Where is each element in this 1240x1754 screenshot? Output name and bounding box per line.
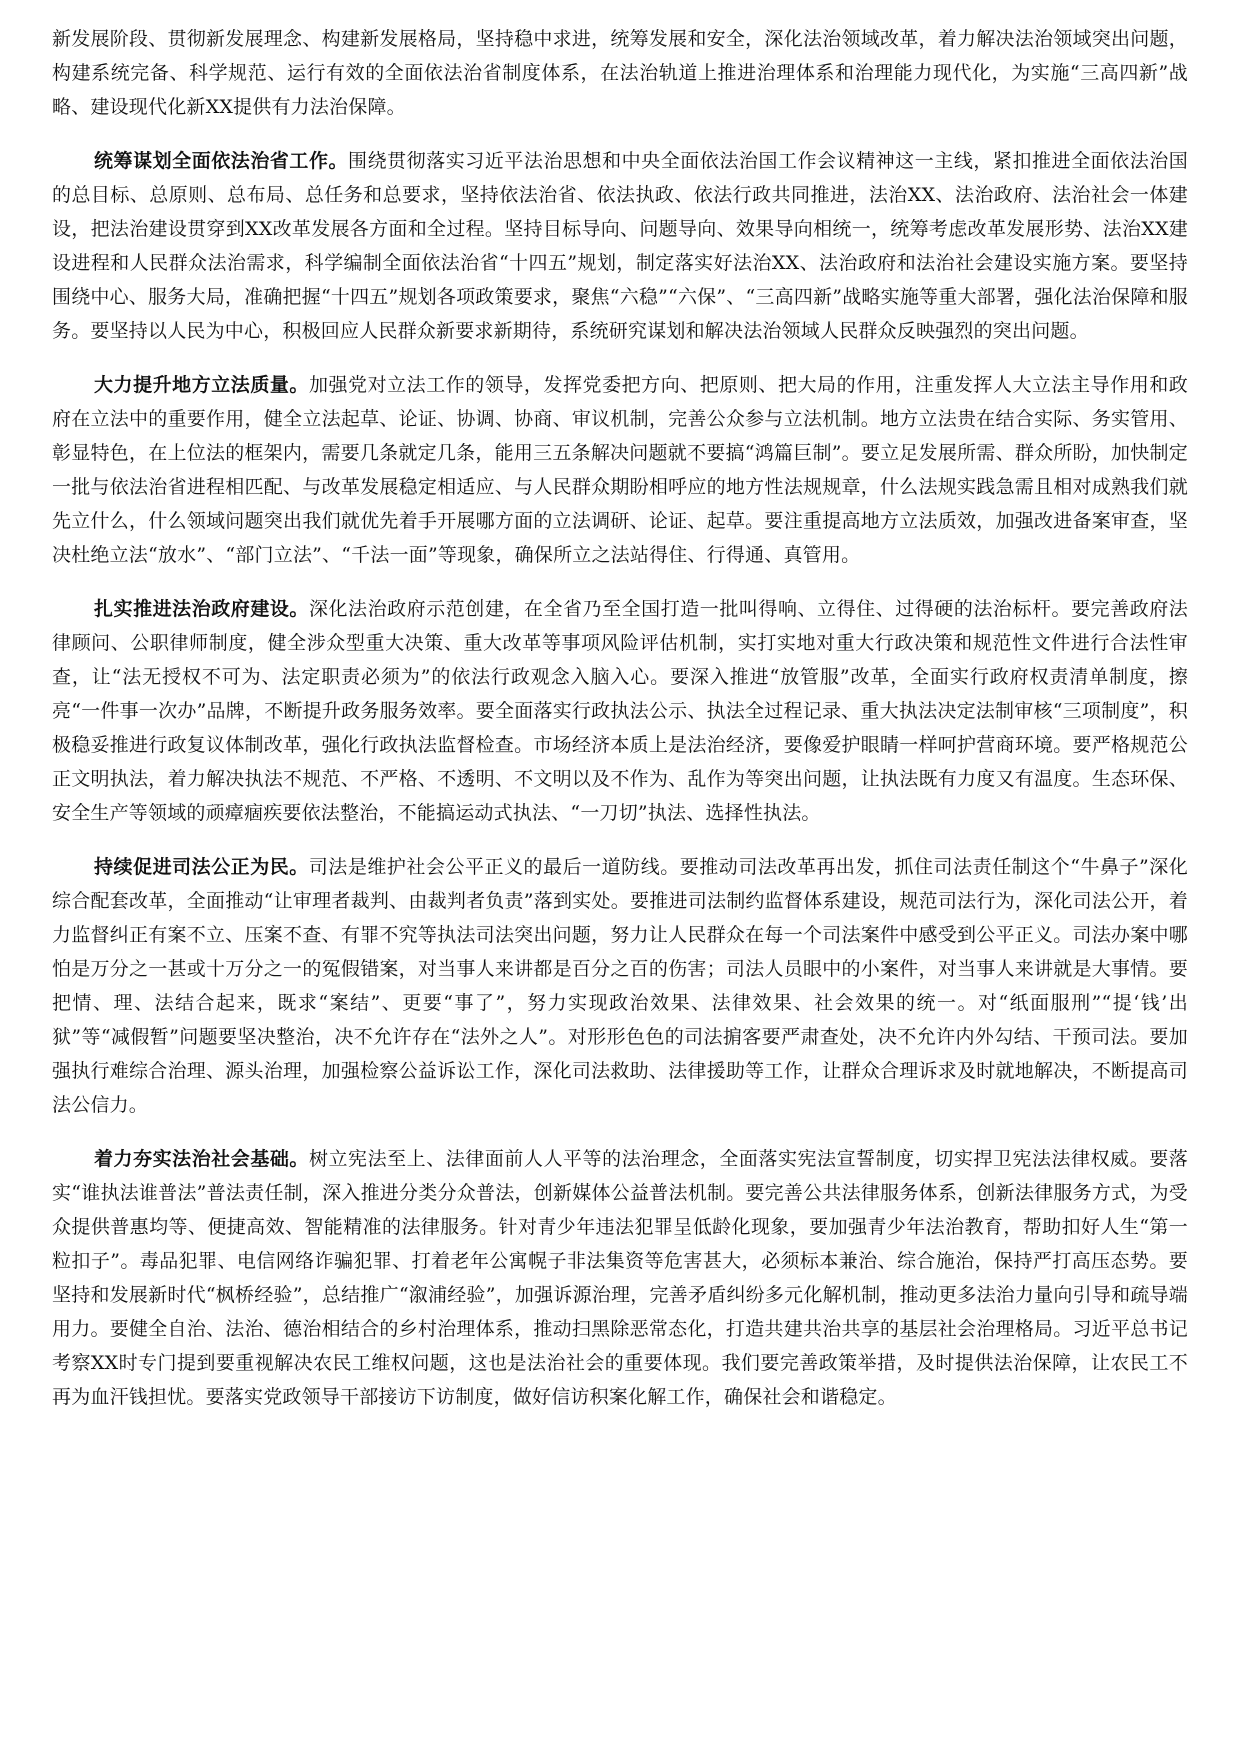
paragraph-overall-planning — [52, 144, 1188, 348]
paragraph-law-based-government — [52, 592, 1188, 830]
paragraph-text: 新发展阶段、贯彻新发展理念、构建新发展格局，坚持稳中求进，统筹发展和安全，深化法治领域改革，着力解决法治领域突出问题，构建系统完备、科学规范、运行有效的全面依法治省制度体系，在法治轨道上推进治理体系和治理能力现代化，为实施“三高四新”战略、建设现代化新XX提供有力法治保障。 — [52, 28, 1188, 118]
paragraph-lead-heading: 大力提升地方立法质量。 — [94, 374, 309, 396]
paragraph-lead-heading: 着力夯实法治社会基础。 — [94, 1148, 309, 1170]
paragraph-judicial-justice — [52, 850, 1188, 1122]
paragraph-lead-heading: 持续促进司法公正为民。 — [94, 856, 309, 878]
paragraph-text: 围绕贯彻落实习近平法治思想和中央全面依法治国工作会议精神这一主线，紧扣推进全面依法治国的总目标、总原则、总布局、总任务和总要求，坚持依法治省、依法执政、依法行政共同推进，法治XX、法治政府、法治社会一体建设，把法治建设贯穿到XX改革发展各方面和全过程。坚持目标导向、问题导向、效果导向相统一，统筹考虑改革发展形势、法治XX建设进程和人民群众法治需求，科学编制全面依法治省“十四五”规划，制定落实好法治XX、法治政府和法治社会建设实施方案。要坚持围绕中心、服务大局，准确把握“十四五”规划各项政策要求，聚焦“六稳”“六保”、“三高四新”战略实施等重大部署，强化法治保障和服务。要坚持以人民为中心，积极回应人民群众新要求新期待，系统研究谋划和解决法治领域人民群众反映强烈的突出问题。 — [52, 150, 1188, 342]
paragraph-text: 司法是维护社会公平正义的最后一道防线。要推动司法改革再出发，抓住司法责任制这个“牛鼻子”深化综合配套改革，全面推动“让审理者裁判、由裁判者负责”落到实处。要推进司法制约监督体系建设，规范司法行为，深化司法公开，着力监督纠正有案不立、压案不查、有罪不究等执法司法突出问题，努力让人民群众在每一个司法案件中感受到公平正义。司法办案中哪怕是万分之一甚或十万分之一的冤假错案，对当事人来讲都是百分之百的伤害；司法人员眼中的小案件，对当事人来讲就是大事情。要把情、理、法结合起来，既求“案结”、更要“事了”，努力实现政治效果、法律效果、社会效果的统一。对“纸面服刑”“提‘钱’出狱”等“减假暂”问题要坚决整治，决不允许存在“法外之人”。对形形色色的司法掮客要严肃查处，决不允许内外勾结、干预司法。要加强执行难综合治理、源头治理，加强检察公益诉讼工作，深化司法救助、法律援助等工作，让群众合理诉求及时就地解决，不断提高司法公信力。 — [52, 856, 1189, 1116]
paragraph-text: 深化法治政府示范创建，在全省乃至全国打造一批叫得响、立得住、过得硬的法治标杆。要完善政府法律顾问、公职律师制度，健全涉众型重大决策、重大改革等事项风险评估机制，实打实地对重大行政决策和规范性文件进行合法性审查，让“法无授权不可为、法定职责必须为”的依法行政观念入脑入心。要深入推进“放管服”改革，全面实行政府权责清单制度，擦亮“一件事一次办”品牌，不断提升政务服务效率。要全面落实行政执法公示、执法全过程记录、重大执法决定法制审核“三项制度”，积极稳妥推进行政复议体制改革，强化行政执法监督检查。市场经济本质上是法治经济，要像爱护眼睛一样呵护营商环境。要严格规范公正文明执法，着力解决执法不规范、不严格、不透明、不文明以及不作为、乱作为等突出问题，让执法既有力度又有温度。生态环保、安全生产等领域的顽瘴痼疾要依法整治，不能搞运动式执法、“一刀切”执法、选择性执法。 — [52, 598, 1188, 824]
paragraph-lead-heading: 扎实推进法治政府建设。 — [94, 598, 309, 620]
paragraph-text: 加强党对立法工作的领导，发挥党委把方向、把原则、把大局的作用，注重发挥人大立法主导作用和政府在立法中的重要作用，健全立法起草、论证、协调、协商、审议机制，完善公众参与立法机制。地方立法贵在结合实际、务实管用、彰显特色，在上位法的框架内，需要几条就定几条，能用三五条解决问题就不要搞“鸿篇巨制”。要立足发展所需、群众所盼，加快制定一批与依法治省进程相匹配、与改革发展稳定相适应、与人民群众期盼相呼应的地方性法规规章，什么法规实践急需且相对成熟我们就先立什么，什么领域问题突出我们就优先着手开展哪方面的立法调研、论证、起草。要注重提高地方立法质效，加强改进备案审查，坚决杜绝立法“放水”、“部门立法”、“千法一面”等现象，确保所立之法站得住、行得通、真管用。 — [52, 374, 1188, 566]
paragraph-local-legislation — [52, 368, 1188, 572]
paragraph-lead-heading: 统筹谋划全面依法治省工作。 — [94, 150, 349, 172]
paragraph-intro-continuation — [52, 22, 1188, 124]
paragraph-law-based-society — [52, 1142, 1188, 1414]
paragraph-text: 树立宪法至上、法律面前人人平等的法治理念，全面落实宪法宣誓制度，切实捍卫宪法法律权威。要落实“谁执法谁普法”普法责任制，深入推进分类分众普法，创新媒体公益普法机制。要完善公共法律服务体系，创新法律服务方式，为受众提供普惠均等、便捷高效、智能精准的法律服务。针对青少年违法犯罪呈低龄化现象，要加强青少年法治教育，帮助扣好人生“第一粒扣子”。毒品犯罪、电信网络诈骗犯罪、打着老年公寓幌子非法集资等危害甚大，必须标本兼治、综合施治，保持严打高压态势。要坚持和发展新时代“枫桥经验”，总结推广“溆浦经验”，加强诉源治理，完善矛盾纠纷多元化解机制，推动更多法治力量向引导和疏导端用力。要健全自治、法治、德治相结合的乡村治理体系，推动扫黑除恶常态化，打造共建共治共享的基层社会治理格局。习近平总书记考察XX时专门提到要重视解决农民工维权问题，这也是法治社会的重要体现。我们要完善政策举措，及时提供法治保障，让农民工不再为血汗钱担忧。要落实党政领导干部接访下访制度，做好信访积案化解工作，确保社会和谐稳定。 — [52, 1148, 1188, 1408]
